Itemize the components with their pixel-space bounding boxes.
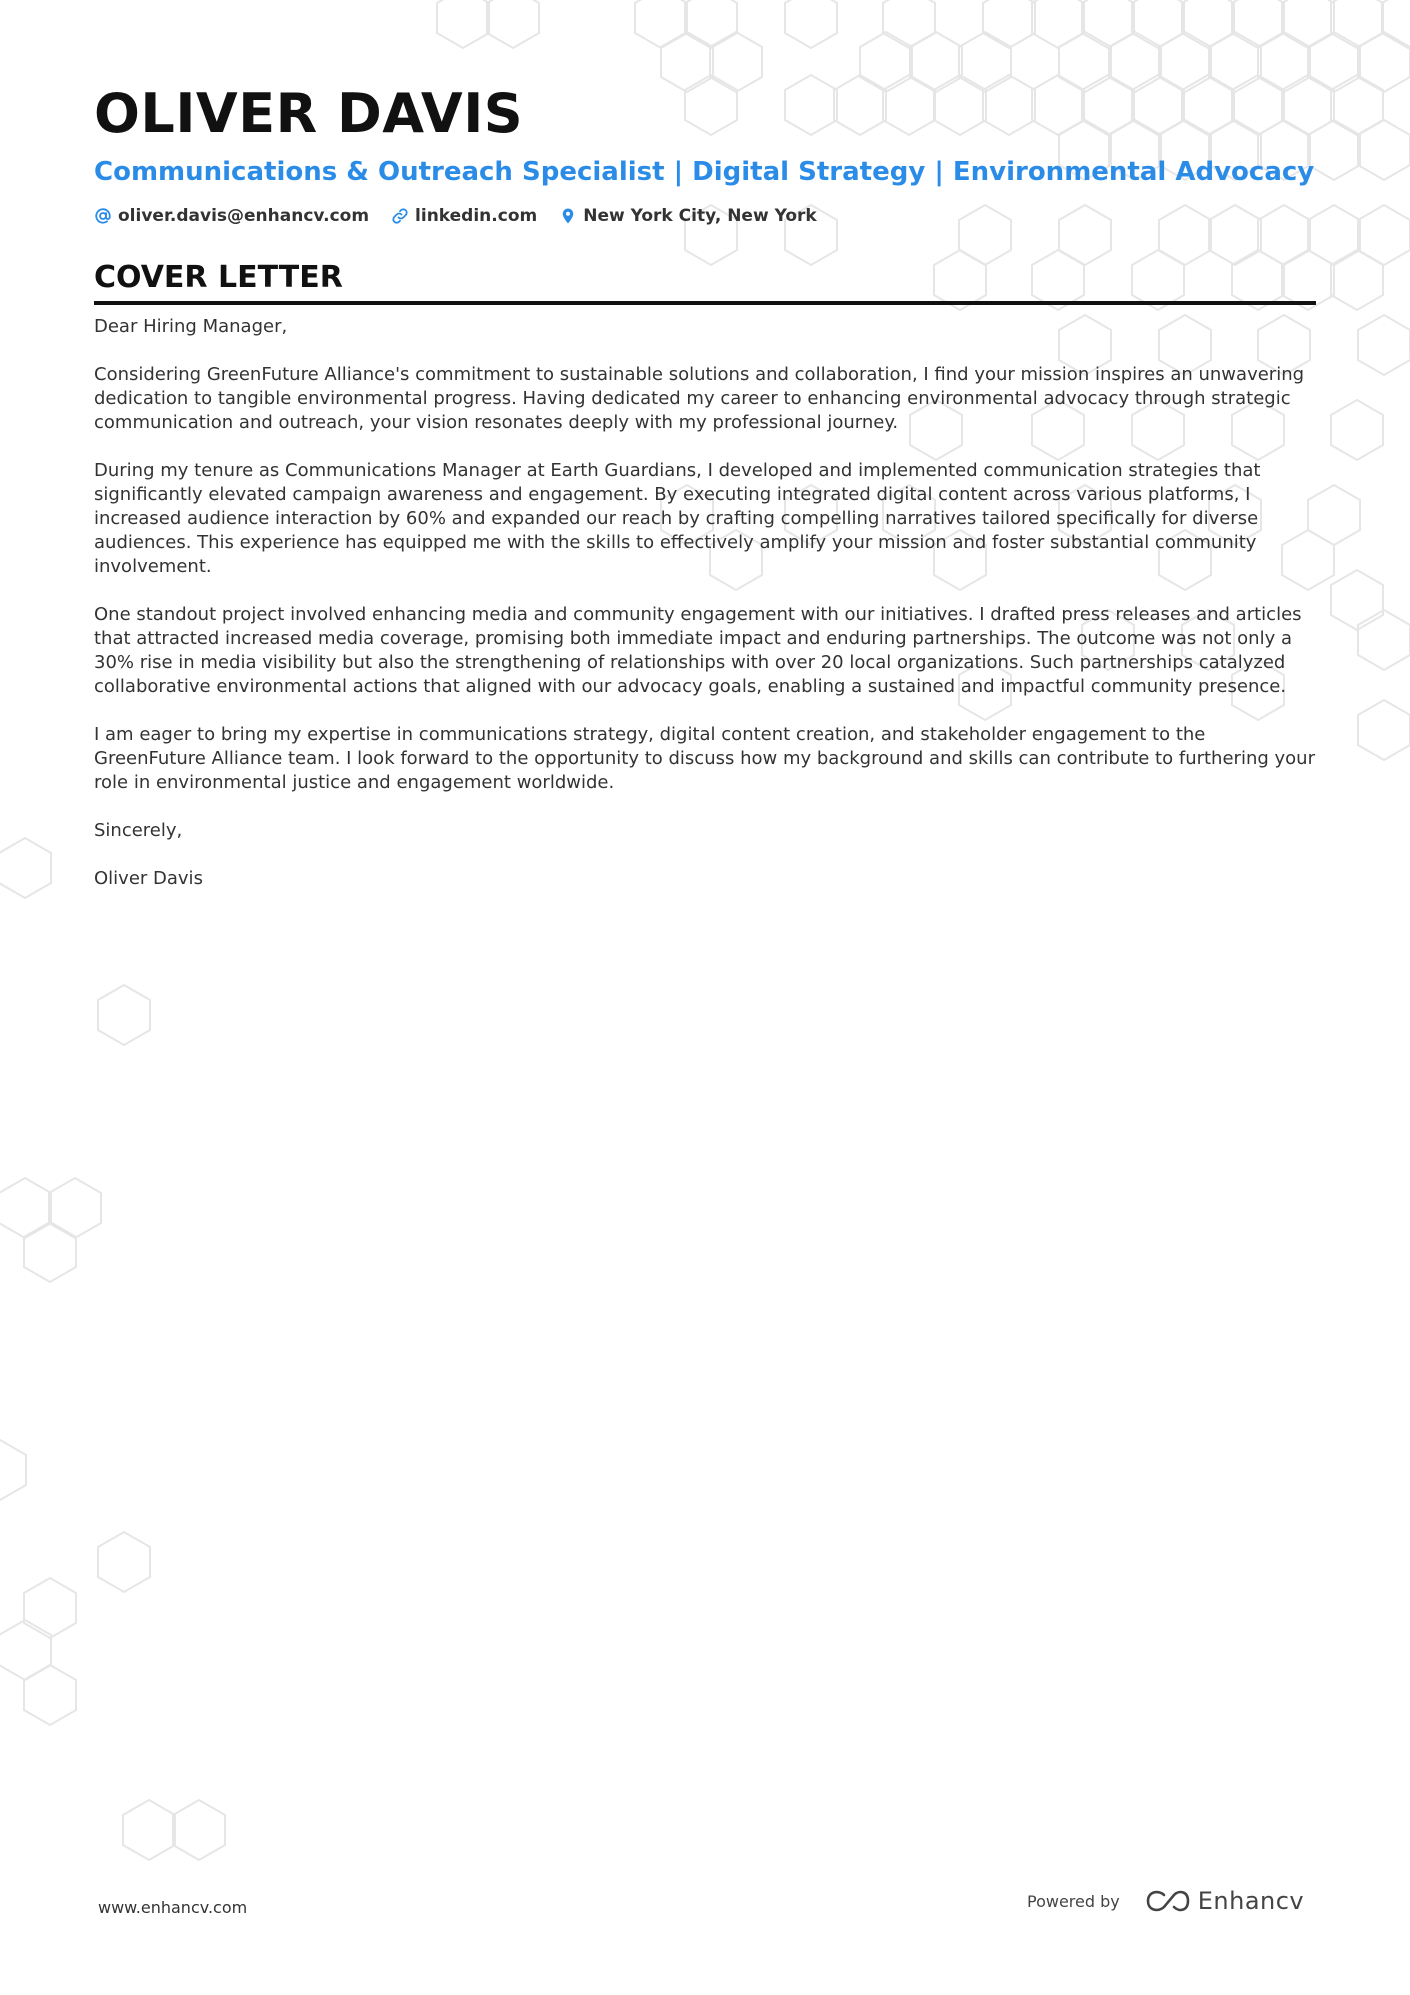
contact-email[interactable]	[94, 206, 369, 226]
section-divider	[94, 301, 1316, 305]
hexagon-shape	[1331, 570, 1383, 630]
enhancv-logo[interactable]	[1144, 1887, 1304, 1915]
footer-website[interactable]: www.enhancv.com	[98, 1898, 248, 1917]
location-pin-icon	[559, 207, 577, 225]
brand-name: Enhancv	[1197, 1887, 1305, 1915]
location-text: New York City, New York	[583, 206, 817, 226]
hexagon-shape	[24, 1665, 76, 1725]
section-title: COVER LETTER	[94, 260, 343, 295]
hexagon-shape	[0, 838, 51, 898]
hexagon-shape	[883, 0, 935, 48]
hexagon-shape	[24, 1578, 76, 1638]
letter-paragraph: Considering GreenFuture Alliance's commitment to sustainable solutions and collaboration, I find your mission inspires an unwavering dedication to tangible environmental progress. Having dedicated my career to enhancing environmental advocacy through strategic communication and outreach, your vision resonates deeply with my professional journey.	[94, 364, 1305, 433]
letter-body	[94, 315, 1316, 891]
hexagon-shape	[1282, 0, 1334, 48]
hexagon-shape	[1032, 0, 1084, 48]
hexagon-shape	[24, 1222, 76, 1282]
email-text: oliver.davis@enhancv.com	[118, 206, 370, 226]
letter-paragraph: I am eager to bring my expertise in communications strategy, digital content creation, and stakeholder engagement to the GreenFuture Alliance team. I look forward to the opportunity to discuss how my background and skills can contribute to furthering your role in environmental justice and engagement worldwide.	[94, 724, 1315, 793]
hexagon-shape	[98, 985, 150, 1045]
hexagon-shape	[0, 1440, 26, 1500]
letter-salutation: Dear Hiring Manager,	[94, 316, 288, 337]
letter-paragraph: During my tenure as Communications Manager at Earth Guardians, I developed and implemented communication strategies that significantly elevated campaign awareness and engagement. By executing integrated digital content across various platforms, I increased audience interaction by 60% and expanded our reach by crafting compelling narratives tailored specifically for diverse audiences. This experience has equipped me with the skills to effectively amplify your mission and foster substantial community involvement.	[94, 460, 1261, 577]
hexagon-shape	[1331, 400, 1383, 460]
cover-letter-page	[94, 78, 1316, 915]
linkedin-text: linkedin.com	[415, 206, 538, 226]
hexagon-shape	[0, 1178, 51, 1238]
hexagon-shape	[983, 0, 1035, 48]
hexagon-shape	[173, 1800, 225, 1860]
hexagon-shape	[123, 1800, 175, 1860]
hexagon-shape	[1358, 32, 1410, 92]
hexagon-shape	[1132, 0, 1184, 48]
hexagon-shape	[685, 0, 737, 48]
hexagon-shape	[487, 0, 539, 48]
powered-by-label: Powered by	[1027, 1891, 1120, 1911]
at-icon	[94, 207, 112, 225]
hexagon-shape	[49, 1178, 101, 1238]
contact-location	[559, 206, 816, 226]
enhancv-logo-icon	[1144, 1888, 1192, 1914]
hexagon-shape	[98, 1532, 150, 1592]
link-icon	[391, 207, 409, 225]
hexagon-shape	[1082, 0, 1134, 48]
hexagon-shape	[1331, 0, 1383, 48]
hexagon-shape	[1182, 0, 1234, 48]
candidate-headline: Communications & Outreach Specialist | Digital Strategy | Environmental Advocacy	[94, 157, 1315, 187]
letter-signature: Oliver Davis	[94, 868, 203, 889]
letter-closing: Sincerely,	[94, 820, 183, 841]
footer-branding	[1027, 1887, 1304, 1915]
letter-paragraph: One standout project involved enhancing media and community engagement with our initiatives. I drafted press releases and articles that attracted increased media coverage, promising both immediate impact and enduring partnerships. The outcome was not only a 30% rise in media visibility but also the strengthening of relationships with over 20 local organizations. Such partnerships catalyzed collaborative environmental actions that aligned with our advocacy goals, enabling a sustained and impactful community presence.	[94, 604, 1302, 697]
hexagon-shape	[635, 0, 687, 48]
hexagon-shape	[1358, 700, 1410, 760]
hexagon-shape	[0, 1620, 51, 1680]
hexagon-shape	[1358, 610, 1410, 670]
hexagon-shape	[437, 0, 489, 48]
hexagon-shape	[1232, 0, 1284, 48]
hexagon-shape	[1358, 315, 1410, 375]
candidate-name: OLIVER DAVIS	[94, 82, 524, 145]
contact-linkedin[interactable]	[391, 206, 537, 226]
hexagon-shape	[1382, 0, 1410, 48]
contact-info	[94, 202, 1316, 230]
hexagon-shape	[785, 0, 837, 48]
